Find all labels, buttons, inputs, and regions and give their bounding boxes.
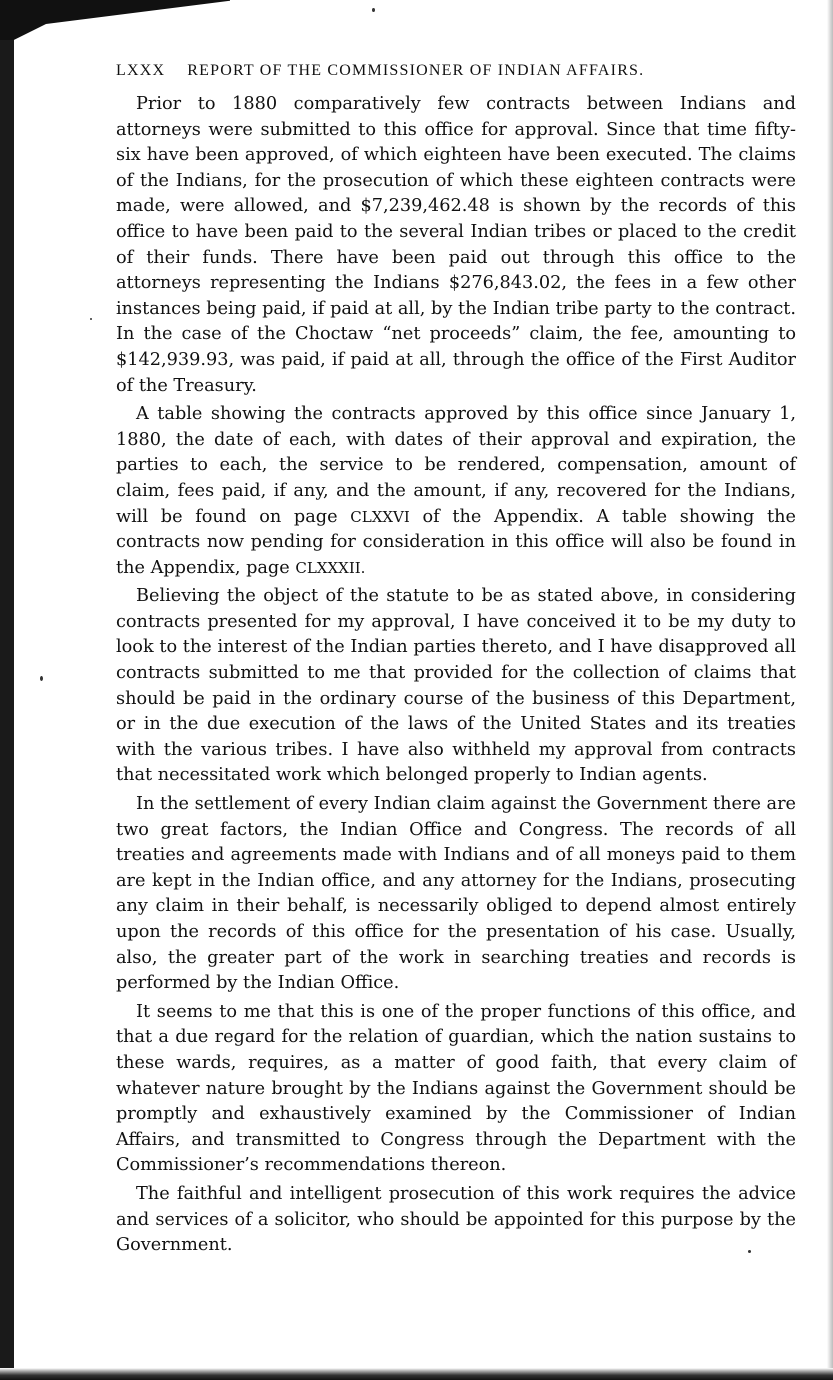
body-text [116, 92, 796, 1259]
scan-border-left [0, 0, 14, 1380]
scan-border-bottom [0, 1368, 833, 1380]
scan-corner-shadow [0, 0, 230, 40]
paragraph-settlement-factors: In the settlement of every Indian claim against the Government there are two great factors, the Indian Office and Congress. The records of all treaties and agreements made with Indians and of all moneys paid to them are kept in the Indian office, and any attorney for the Indians, prosecuting any claim in their behalf, is necessarily obliged to depend almost entirely upon the records of this office for the presentation of his case. Usually, also, the greater part of the work in searching treaties and records is performed by the Indian Office. [116, 794, 797, 994]
paragraph-solicitor: The faithful and intelligent prosecution of this work requires the advice and services of a solicitor, who should be appointed for this purpose by the Government. [116, 1183, 796, 1256]
running-header [116, 62, 796, 80]
page-reference: CLXXVI [350, 507, 410, 526]
running-title: REPORT OF THE COMMISSIONER OF INDIAN AFFAIRS. [187, 62, 645, 79]
paragraph-proper-functions: It seems to me that this is one of the proper functions of this office, and that a due regard for the relation of guardian, which the nation sustains to these wards, requires, as a matter of good faith, that every claim of whatever nature brought by the Indians against the Government should be promptly and exhaustively examined by the Commissioner of Indian Affairs, and transmitted to Congress through the Department with the Commissioner’s recommendations thereon. [116, 1001, 796, 1176]
paragraph-text: A table showing the contracts approved by this office since January 1, 1880, the date of each, with dates of their approval and expiration, the parties to each, the service to be rendered, compensation, amount of claim, fees paid, if any, and the amount, if any, recovered for the Indians, will be found on page [116, 404, 796, 527]
scan-speck [372, 8, 375, 12]
document-page [116, 62, 796, 1262]
paragraph-text: of the Appendix. A table showing the contracts now pending for consideration in this office will also be found in the Appendix, page [116, 506, 797, 578]
paragraph-contracts-table [116, 402, 796, 581]
scan-speck [40, 676, 43, 681]
page-reference: CLXXXII. [295, 558, 366, 577]
paragraph-statute-object: Believing the object of the statute to be as stated above, in considering contracts presented for my approval, I have conceived it to be my duty to look to the interest of the Indian parties thereto, and I have disapproved all contracts submitted to me that provided for the collection of claims that should be paid in the ordinary course of the business of this Department, or in the due execution of the laws of the United States and its treaties with the various tribes. I have also withheld my approval from contracts that necessitated work which belonged properly to Indian agents. [116, 586, 796, 786]
scan-speck [90, 318, 92, 320]
scan-border-right [827, 0, 833, 1380]
page-number: LXXX [116, 62, 166, 79]
paragraph-attorney-contracts: Prior to 1880 comparatively few contracts between Indians and attorneys were submitted to this office for approval. Since that time fifty-six have been approved, of which eighteen have been executed. The claims of the Indians, for the prosecution of which these eighteen contracts were made, were allowed, and $7,239,462.48 is shown by the records of this office to have been paid to the several Indian tribes or placed to the credit of their funds. There have been paid out through this office to the attorneys representing the Indians $276,843.02, the fees in a few other instances being paid, if paid at all, by the Indian tribe party to the contract. In the case of the Choctaw “net proceeds” claim, the fee, amounting to $142,939.93, was paid, if paid at all, through the office of the First Auditor of the Treasury. [116, 94, 796, 396]
